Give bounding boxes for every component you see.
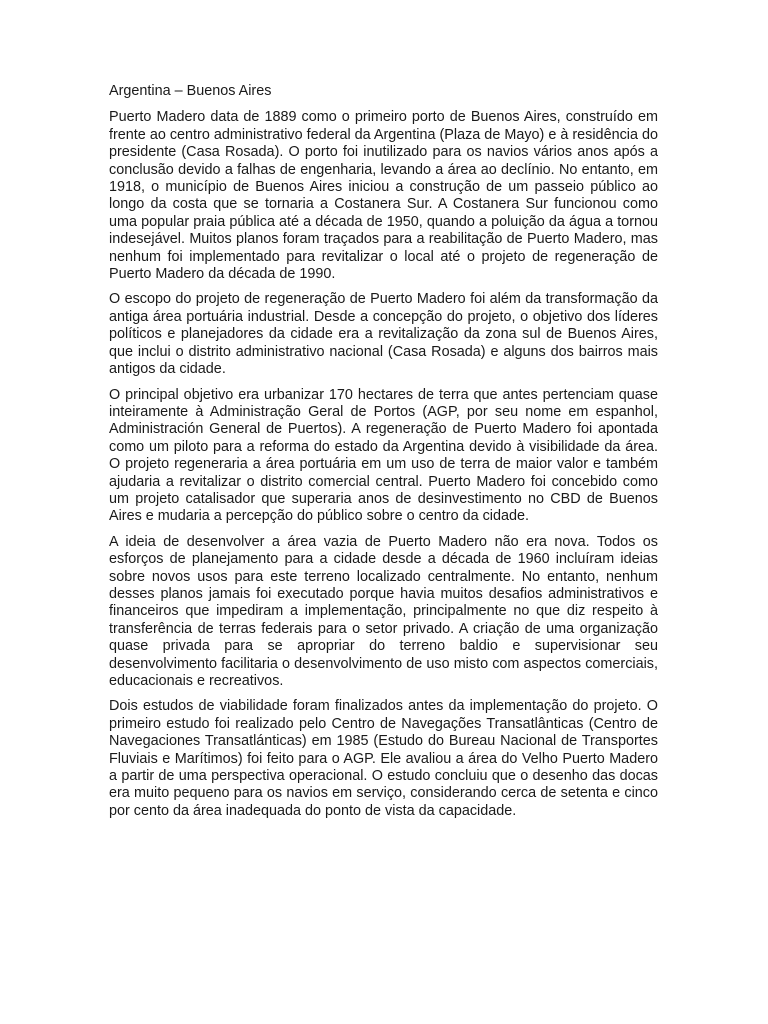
paragraph-5: Dois estudos de viabilidade foram finalizados antes da implementação do projeto. O primeiro estudo foi realizado pelo Centro de Navegações Transatlânticas (Centro de Navegaciones Transatlánticas) em 1985 (Estudo do Bureau Nacional de Transportes Fluviais e Marítimos) foi feito para o AGP. Ele avaliou a área do Velho Puerto Madero a partir de uma perspectiva operacional. O estudo concluiu que o desenho das docas era muito pequeno para os navios em serviço, considerando cerca de setenta e cinco por cento da área inadequada do ponto de vista da capacidade.: [109, 698, 658, 819]
document-title: Argentina – Buenos Aires: [109, 83, 272, 99]
paragraph-1: Puerto Madero data de 1889 como o primeiro porto de Buenos Aires, construído em frente ao centro administrativo federal da Argentina (Plaza de Mayo) e à residência do presidente (Casa Rosada). O porto foi inutilizado para os navios vários anos após a conclusão devido a falhas de engenharia, levando a área ao declínio. No entanto, em 1918, o município de Buenos Aires iniciou a construção de um passeio público ao longo da costa que se tornaria a Costanera Sur. A Costanera Sur funcionou como uma popular praia pública até a década de 1950, quando a poluição da água a tornou indesejável. Muitos planos foram traçados para a reabilitação de Puerto Madero, mas nenhum foi implementado para revitalizar o local até o projeto de regeneração de Puerto Madero da década de 1990.: [109, 109, 658, 283]
paragraph-3: O principal objetivo era urbanizar 170 hectares de terra que antes pertenciam quase inteiramente à Administração Geral de Portos (AGP, por seu nome em espanhol, Administración General de Puertos). A regeneração de Puerto Madero foi apontada como um piloto para a reforma do estado da Argentina devido à visibilidade da área. O projeto regeneraria a área portuária em um uso de terra de maior valor e também ajudaria a revitalizar o distrito comercial central. Puerto Madero foi concebido como um projeto catalisador que superaria anos de desinvestimento no CBD de Buenos Aires e mudaria a percepção do público sobre o centro da cidade.: [109, 386, 658, 525]
document-page: [109, 83, 658, 828]
paragraph-2: O escopo do projeto de regeneração de Puerto Madero foi além da transformação da antiga área portuária industrial. Desde a concepção do projeto, o objetivo dos líderes políticos e planejadores da cidade era a revitalização da zona sul de Buenos Aires, que inclui o distrito administrativo nacional (Casa Rosada) e alguns dos bairros mais antigos da cidade.: [109, 291, 658, 378]
paragraph-4: A ideia de desenvolver a área vazia de Puerto Madero não era nova. Todos os esforços de planejamento para a cidade desde a década de 1960 incluíram ideias sobre novos usos para este terreno localizado centralmente. No entanto, nenhum desses planos jamais foi executado porque havia muitos desafios administrativos e financeiros que impediram a implementação, principalmente no que diz respeito à transferência de terras federais para o setor privado. A criação de uma organização quase privada para se apropriar do terreno baldio e supervisionar seu desenvolvimento facilitaria o desenvolvimento de uso misto com aspectos comerciais, educacionais e recreativos.: [109, 533, 658, 689]
